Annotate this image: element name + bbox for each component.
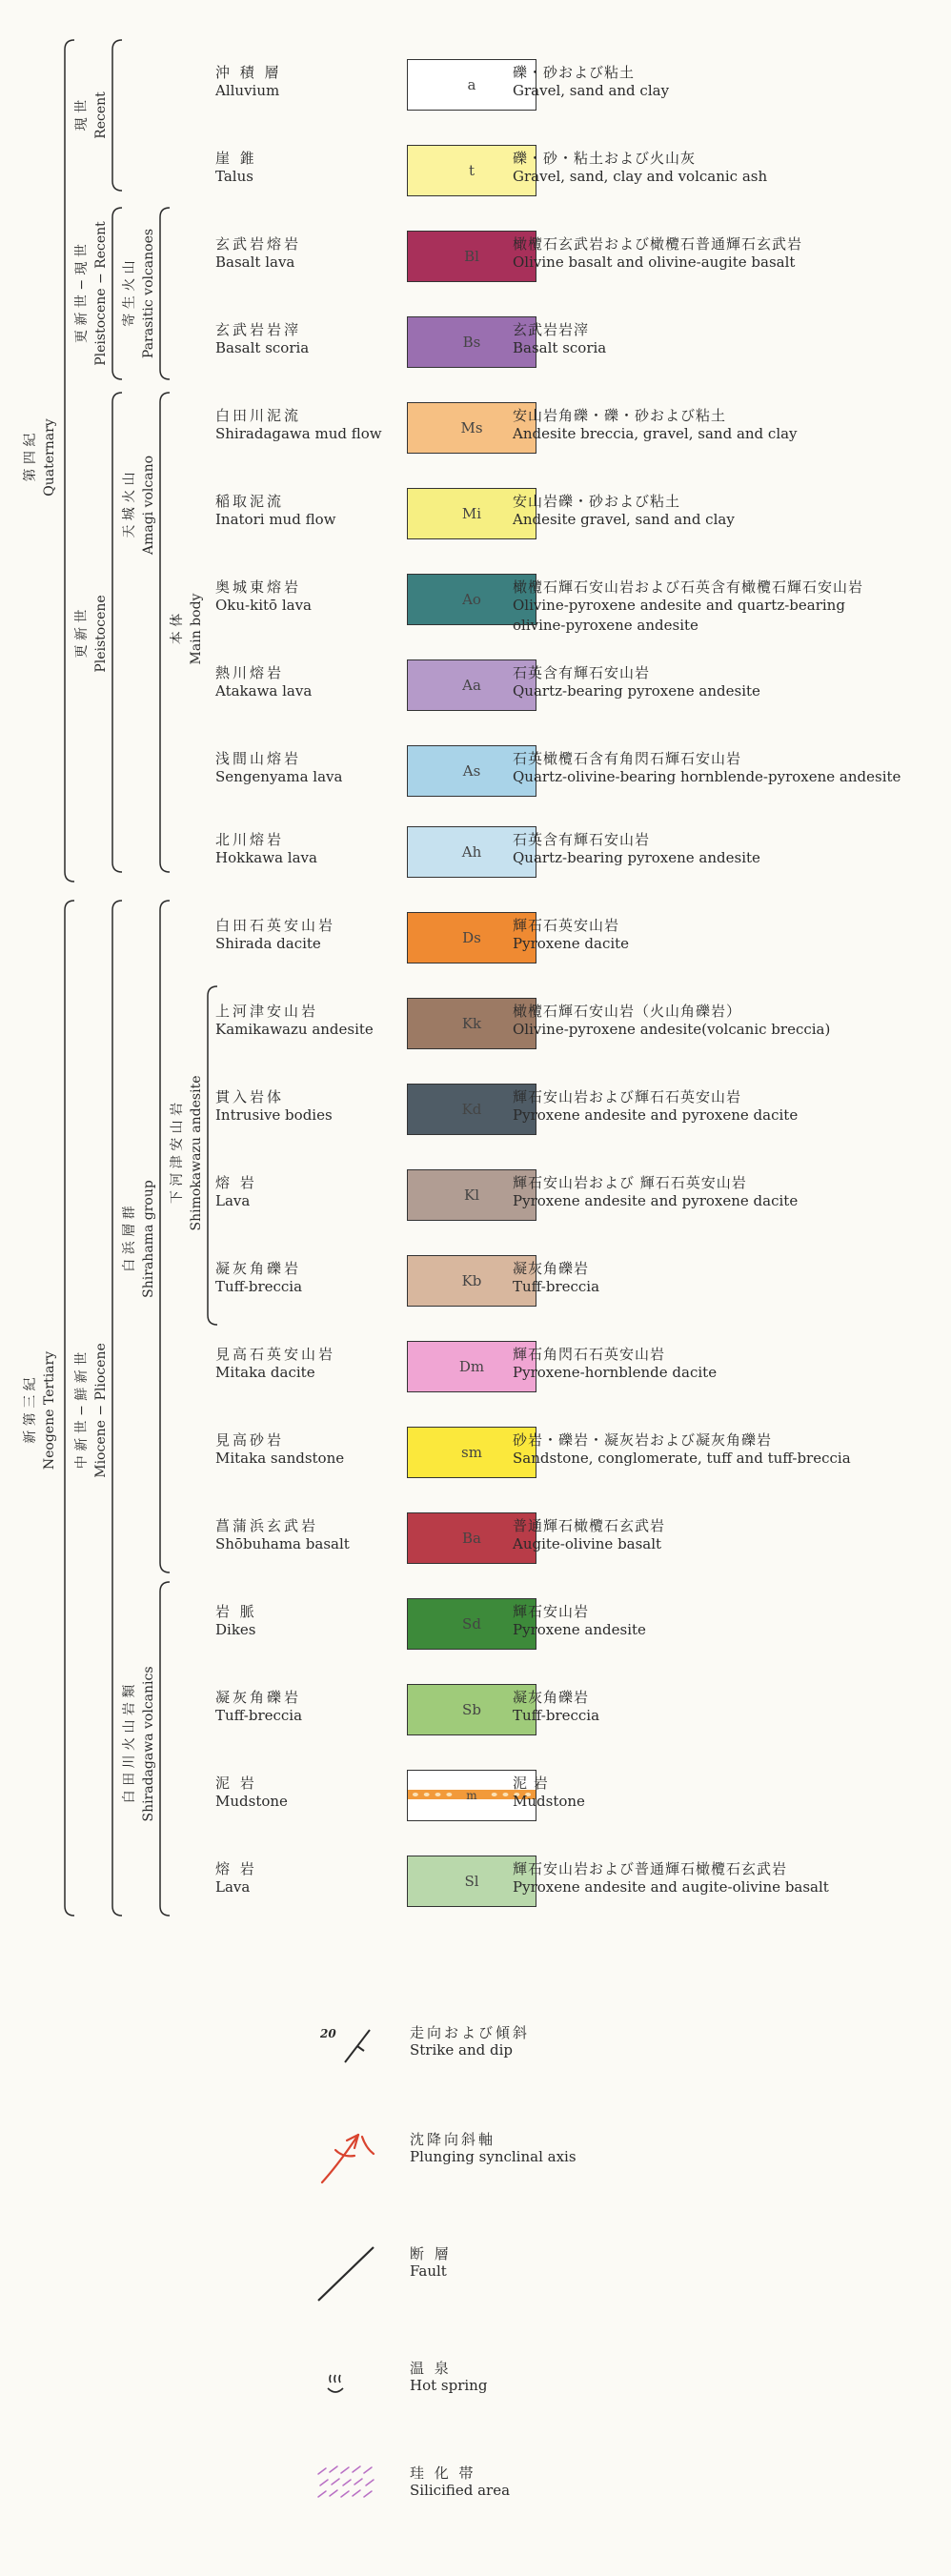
syncline-label-jp: 沈降向斜軸 [410, 2131, 496, 2148]
unit-desc-jp: 輝石安山岩 [513, 1603, 590, 1620]
unit-name-jp: 見高砂岩 [215, 1431, 285, 1449]
label-miocene-pliocene: 中 新 世 − 鮮 新 世 Miocene − Pliocene [74, 1343, 109, 1478]
unit-desc-jp: 安山岩礫・砂および粘土 [513, 493, 681, 510]
legend-row-sengenyama-lava [0, 748, 951, 805]
unit-desc-en: Olivine-pyroxene andesite(volcanic breccia) [513, 1021, 831, 1038]
unit-name-en: Tuff-breccia [215, 1278, 303, 1295]
unit-name-jp: 崖 錐 [215, 150, 257, 167]
unit-name-jp: 玄武岩岩滓 [215, 321, 302, 338]
unit-color-box: Ao [407, 574, 536, 625]
dip-value: 20 [320, 2027, 336, 2040]
unit-color-box: As [407, 745, 536, 797]
unit-name-jp: 岩 脈 [215, 1603, 257, 1620]
silicified-label-en: Silicified area [410, 2482, 511, 2499]
legend-row-dikes [0, 1601, 951, 1658]
label-recent: 現 世 Recent [74, 91, 109, 139]
unit-name-en: Kamikawazu andesite [215, 1021, 374, 1038]
unit-name-jp: 上河津安山岩 [215, 1003, 319, 1020]
unit-name-en: Basalt lava [215, 254, 295, 271]
unit-desc-jp: 玄武岩岩滓 [513, 321, 590, 338]
hot-spring-label-jp: 温 泉 [410, 2360, 452, 2377]
silicified-label-jp: 珪 化 帯 [410, 2464, 476, 2482]
unit-name-en: Inatori mud flow [215, 511, 336, 528]
unit-desc-en: Pyroxene-hornblende dacite [513, 1364, 718, 1381]
legend-row-talus [0, 148, 951, 205]
unit-desc-jp: 砂岩・礫岩・凝灰岩および凝灰角礫岩 [513, 1431, 773, 1449]
unit-name-jp: 熔 岩 [215, 1174, 257, 1191]
unit-name-jp: 稲取泥流 [215, 493, 285, 510]
unit-desc-en: Andesite gravel, sand and clay [513, 511, 735, 528]
legend-row-kamikawazu-andesite [0, 1001, 951, 1058]
syncline-label-en: Plunging synclinal axis [410, 2148, 577, 2165]
unit-desc-en: Pyroxene andesite and augite-olivine basalt [513, 1878, 829, 1896]
unit-desc-en: Pyroxene andesite [513, 1621, 646, 1638]
unit-name-jp: 見高石英安山岩 [215, 1346, 336, 1363]
unit-desc-jp: 石英含有輝石安山岩 [513, 664, 651, 681]
unit-color-box: Kl [407, 1169, 536, 1221]
unit-desc-en: Gravel, sand and clay [513, 82, 670, 99]
unit-color-box: Bl [407, 231, 536, 282]
unit-color-box: Ba [407, 1512, 536, 1564]
unit-name-jp: 泥 岩 [215, 1775, 257, 1792]
legend-row-inatori-mud-flow [0, 491, 951, 548]
unit-desc-en: Quartz-olivine-bearing hornblende-pyroxene andesite [513, 768, 901, 785]
unit-desc-en: Olivine-pyroxene andesite and quartz-bearing [513, 597, 845, 614]
unit-desc-en: Gravel, sand, clay and volcanic ash [513, 168, 768, 185]
unit-color-box: Mi [407, 488, 536, 539]
legend-row-intrusive-bodies [0, 1086, 951, 1144]
fault-label-en: Fault [410, 2262, 447, 2280]
unit-desc-en: Pyroxene andesite and pyroxene dacite [513, 1106, 799, 1124]
symbol-plunging-synclinal-axis [314, 2125, 791, 2182]
unit-name-en: Shōbuhama basalt [215, 1535, 350, 1552]
unit-name-en: Mitaka sandstone [215, 1450, 345, 1467]
unit-desc-en-line2: olivine-pyroxene andesite [513, 617, 698, 634]
unit-color-box: Sb [407, 1684, 536, 1735]
unit-desc-jp: 礫・砂および粘土 [513, 64, 636, 81]
unit-name-en: Sengenyama lava [215, 768, 343, 785]
label-shimokawazu-andesite: 下 河 津 安 山 岩 Shimokawazu andesite [170, 1075, 204, 1231]
unit-desc-en: Augite-olivine basalt [513, 1535, 662, 1552]
symbol-hot-spring [314, 2354, 791, 2411]
unit-name-jp: 白田石英安山岩 [215, 917, 336, 934]
unit-desc-jp: 安山岩角礫・礫・砂および粘土 [513, 407, 727, 424]
unit-desc-en: Tuff-breccia [513, 1278, 600, 1295]
unit-desc-en: Quartz-bearing pyroxene andesite [513, 849, 760, 866]
unit-desc-jp: 輝石安山岩および普通輝石橄欖石玄武岩 [513, 1860, 788, 1877]
symbol-silicified-area [314, 2459, 791, 2516]
label-shirahama-group: 白 浜 層 群 Shirahama group [122, 1180, 156, 1298]
symbol-strike-dip [314, 2018, 791, 2076]
legend-row-lava-s [0, 1858, 951, 1916]
unit-name-jp: 菖蒲浜玄武岩 [215, 1517, 319, 1534]
unit-color-box: Ms [407, 402, 536, 454]
unit-name-jp: 熔 岩 [215, 1860, 257, 1877]
silicified-area-icon [314, 2459, 400, 2516]
unit-desc-en: Mudstone [513, 1793, 585, 1810]
legend-row-shiradagawa-mud-flow [0, 405, 951, 462]
hot-spring-icon [314, 2354, 391, 2411]
unit-name-jp: 貫入岩体 [215, 1088, 285, 1105]
strike-dip-label-en: Strike and dip [410, 2041, 513, 2059]
legend-row-tuff-breccia-s [0, 1687, 951, 1744]
unit-desc-jp: 輝石安山岩および 輝石石英安山岩 [513, 1174, 747, 1191]
unit-color-box: Kd [407, 1084, 536, 1135]
unit-desc-en: Pyroxene andesite and pyroxene dacite [513, 1192, 799, 1209]
unit-desc-jp: 凝灰角礫岩 [513, 1260, 590, 1277]
unit-name-en: Dikes [215, 1621, 256, 1638]
syncline-axis-icon [314, 2125, 391, 2192]
unit-name-en: Shiradagawa mud flow [215, 425, 382, 442]
unit-desc-en: Andesite breccia, gravel, sand and clay [513, 425, 798, 442]
unit-color-box: Aa [407, 659, 536, 711]
unit-name-en: Atakawa lava [215, 682, 313, 700]
legend-row-lava-k [0, 1172, 951, 1229]
unit-name-en: Mudstone [215, 1793, 288, 1810]
unit-name-en: Mitaka dacite [215, 1364, 315, 1381]
label-pleistocene-recent: 更 新 世 − 現 世 Pleistocene − Recent [74, 221, 109, 366]
unit-color-box: Dm [407, 1341, 536, 1392]
hot-spring-label-en: Hot spring [410, 2377, 488, 2394]
fault-icon [314, 2240, 391, 2306]
unit-name-en: Basalt scoria [215, 339, 310, 356]
unit-name-en: Lava [215, 1878, 251, 1896]
legend-row-atakawa-lava [0, 662, 951, 720]
unit-name-en: Oku-kitō lava [215, 597, 312, 614]
legend-row-shobuhama-basalt [0, 1515, 951, 1572]
legend-row-basalt-lava [0, 233, 951, 291]
legend-row-hokkawa-lava [0, 829, 951, 886]
unit-name-en: Alluvium [215, 82, 280, 99]
unit-color-box: a [407, 59, 536, 111]
unit-desc-jp: 普通輝石橄欖石玄武岩 [513, 1517, 666, 1534]
unit-desc-jp: 石英橄欖石含有角閃石輝石安山岩 [513, 750, 742, 767]
unit-name-jp: 北川熔岩 [215, 831, 285, 848]
legend-row-basalt-scoria [0, 319, 951, 376]
unit-desc-en: Olivine basalt and olivine-augite basalt [513, 254, 796, 271]
unit-desc-en: Tuff-breccia [513, 1707, 600, 1724]
unit-desc-en: Quartz-bearing pyroxene andesite [513, 682, 760, 700]
unit-desc-en: Basalt scoria [513, 339, 607, 356]
unit-color-box: m [407, 1770, 536, 1821]
legend-row-mitaka-dacite [0, 1344, 951, 1401]
unit-desc-jp: 泥 岩 [513, 1775, 549, 1792]
label-neogene: 新 第 三 紀 Neogene Tertiary [23, 1350, 57, 1471]
unit-name-en: Lava [215, 1192, 251, 1209]
unit-name-en: Shirada dacite [215, 935, 321, 952]
legend-row-alluvium [0, 62, 951, 119]
unit-desc-jp: 橄欖石輝石安山岩（火山角礫岩） [513, 1003, 742, 1020]
unit-desc-jp: 橄欖石玄武岩および橄欖石普通輝石玄武岩 [513, 235, 803, 253]
unit-desc-en: Pyroxene dacite [513, 935, 630, 952]
unit-name-jp: 沖 積 層 [215, 64, 282, 81]
unit-color-box: Ds [407, 912, 536, 963]
unit-color-box: Kb [407, 1255, 536, 1307]
unit-name-en: Intrusive bodies [215, 1106, 333, 1124]
unit-desc-jp: 輝石角閃石石英安山岩 [513, 1346, 666, 1363]
unit-desc-jp: 輝石安山岩および輝石石英安山岩 [513, 1088, 742, 1105]
legend-row-shirada-dacite [0, 915, 951, 972]
unit-name-jp: 浅間山熔岩 [215, 750, 302, 767]
legend-row-tuff-breccia-k [0, 1258, 951, 1315]
unit-name-jp: 奥城東熔岩 [215, 578, 302, 596]
unit-color-box: Ah [407, 826, 536, 878]
label-main-body: 本 体 Main body [170, 593, 204, 665]
unit-name-jp: 熱川熔岩 [215, 664, 285, 681]
strike-dip-label-jp: 走向および傾斜 [410, 2024, 531, 2041]
symbol-fault [314, 2240, 791, 2297]
unit-desc-jp: 礫・砂・粘土および火山灰 [513, 150, 697, 167]
label-amagi-volcano: 天 城 火 山 Amagi volcano [122, 455, 156, 556]
unit-name-jp: 白田川泥流 [215, 407, 302, 424]
legend-row-mudstone [0, 1773, 951, 1830]
legend-row-mitaka-sandstone [0, 1430, 951, 1487]
label-parasitic-volcanoes: 寄 生 火 山 Parasitic volcanoes [122, 228, 156, 359]
unit-name-jp: 凝灰角礫岩 [215, 1689, 302, 1706]
unit-name-jp: 凝灰角礫岩 [215, 1260, 302, 1277]
label-quaternary: 第 四 紀 Quaternary [23, 418, 57, 497]
unit-desc-jp: 石英含有輝石安山岩 [513, 831, 651, 848]
unit-name-en: Hokkawa lava [215, 849, 317, 866]
unit-color-box: Sd [407, 1598, 536, 1650]
unit-desc-jp: 橄欖石輝石安山岩および石英含有橄欖石輝石安山岩 [513, 578, 864, 596]
unit-name-en: Talus [215, 168, 253, 185]
legend-row-oku-kito-lava [0, 577, 951, 634]
unit-color-box: Sl [407, 1856, 536, 1907]
unit-color-box: Bs [407, 316, 536, 368]
strike-dip-icon [314, 2018, 391, 2076]
fault-label-jp: 断 層 [410, 2245, 452, 2262]
unit-color-box: Kk [407, 998, 536, 1049]
unit-desc-en: Sandstone, conglomerate, tuff and tuff-breccia [513, 1450, 851, 1467]
unit-desc-jp: 輝石石英安山岩 [513, 917, 620, 934]
label-shiradagawa-volcanics: 白 田 川 火 山 岩 類 Shiradagawa volcanics [122, 1666, 156, 1822]
unit-desc-jp: 凝灰角礫岩 [513, 1689, 590, 1706]
label-pleistocene: 更 新 世 Pleistocene [74, 595, 109, 673]
unit-name-en: Tuff-breccia [215, 1707, 303, 1724]
unit-color-box: sm [407, 1427, 536, 1478]
unit-color-box: t [407, 145, 536, 196]
unit-name-jp: 玄武岩熔岩 [215, 235, 302, 253]
